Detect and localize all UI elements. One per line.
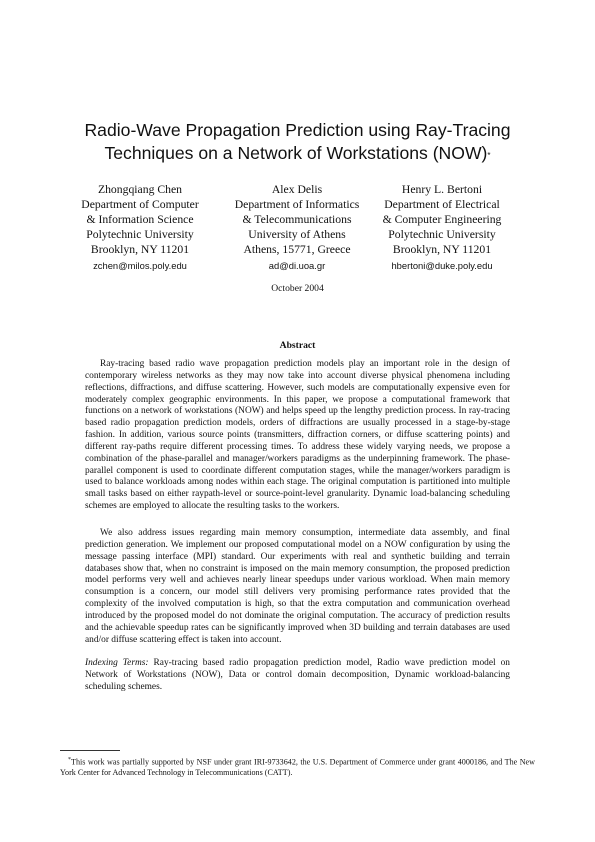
author-affiliation-line: Brooklyn, NY 11201 [392, 243, 492, 256]
footnote-mark: * [68, 757, 71, 763]
abstract-paragraph-1: Ray-tracing based radio wave propagation prediction models play an important role in the design of contemporary wireless networks as they may now take into account diverse physical phenomena including reflections, diffractions, and diffuse scattering. However, such models are computationally expensive even for moderately complex geographic environments. In this paper, we propose a computational framework that functions on a network of workstations (NOW) and helps speed up the lengthy prediction process. In ray-tracing based radio propagation prediction models, orders of diffractions are usually processed in a stage-by-stage fashion. In addition, various source points (transmitters, diffraction corners, or diffuse scattering points) and different ray-paths require different processing times. To address these widely varying needs, we propose a combination of the phase-parallel and manager/workers paradigms as the underpinning framework. The phase-parallel component is used to coordinate different computation stages, while the manager/workers paradigm is used to balance workloads among nodes within each stage. The original computation is partitioned into multiple small tasks based on either raypath-level or source-point-level granularity. Dynamic load-balancing scheduling schemes are employed to allocate the resulting tasks to the workers. [85, 359, 510, 512]
author-affiliation-line: & Computer Engineering [382, 213, 502, 226]
author-affiliation-line: Department of Electrical [384, 198, 500, 211]
author-affiliation-line: Brooklyn, NY 11201 [90, 243, 190, 256]
abstract-paragraph-2: We also address issues regarding main memory consumption, intermediate data assembly, and final prediction generation. We implement our proposed computational model on a NOW configuration by using the message passing interface (MPI) standard. Our experiments with real and synthetic building and terrain databases show that, when no constraint is imposed on the main memory consumption, the proposed prediction model performs very well and achieves nearly linear speedups under various workload. When main memory consumption is a concern, our model still delivers very promising performance rates provided that the complexity of the involved computation is high, so that the extra computation and communication overhead introduced by the proposed model do not dominate the original computation. The accuracy of prediction results and the achievable speedup rates can be significantly improved when 3D building and terrain databases are used and/or diffuse scattering effect is taken into account. [85, 528, 510, 645]
footnote-divider [60, 750, 120, 751]
author-name: Alex Delis [271, 183, 323, 196]
indexing-terms [85, 658, 510, 694]
abstract-heading: Abstract [279, 340, 316, 351]
paper-title [60, 119, 535, 165]
author-affiliation-line: & Information Science [86, 213, 194, 226]
author-affiliation-line: Department of Computer [81, 198, 199, 211]
indexing-terms-text: Ray-tracing based radio propagation prediction model, Radio wave prediction model on Network of Workstations (NOW), Data or control domain decomposition, Dynamic workload-balancing scheduling schemes. [85, 658, 510, 692]
author-block-1 [55, 182, 225, 273]
author-affiliation-line: Polytechnic University [86, 228, 194, 241]
title-footnote-mark: * [487, 151, 491, 160]
indexing-terms-label: Indexing Terms: [85, 658, 149, 668]
publication-date: October 2004 [271, 283, 324, 294]
footnote-text: This work was partially supported by NSF under grant IRI-9733642, the U.S. Department of Commerce under grant 4000186, and The New York Center for Advanced Technology in Telecommunications (CATT). [60, 757, 535, 778]
title-line-1: Radio-Wave Propagation Prediction using Ray-Tracing [84, 120, 511, 140]
title-line-2-text: Techniques on a Network of Workstations (NOW) [104, 143, 488, 163]
author-name: Henry L. Bertoni [401, 183, 483, 196]
title-line-2 [60, 142, 535, 165]
author-affiliation-line: Department of Informatics [234, 198, 360, 211]
author-email: zchen@milos.poly.edu [93, 260, 187, 271]
author-affiliation-line: & Telecommunications [242, 213, 352, 226]
author-name: Zhongqiang Chen [97, 183, 183, 196]
author-affiliation-line: Athens, 15771, Greece [243, 243, 351, 256]
author-affiliation-line: Polytechnic University [388, 228, 496, 241]
author-email: ad@di.uoa.gr [268, 260, 326, 271]
author-block-3 [357, 182, 527, 273]
author-affiliation-line: University of Athens [248, 228, 346, 241]
footnote [60, 755, 535, 779]
author-email: hbertoni@duke.poly.edu [391, 260, 493, 271]
